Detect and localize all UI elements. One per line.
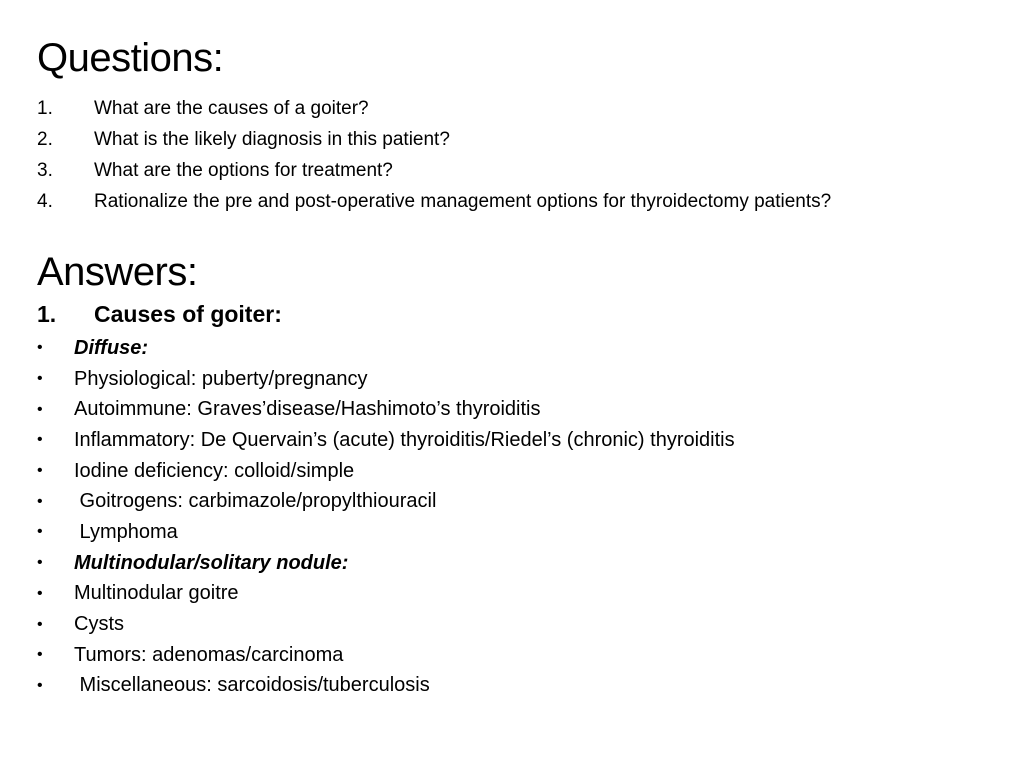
list-item: [37, 425, 997, 456]
question-text: What are the causes of a goiter?: [94, 98, 369, 119]
question-text: Rationalize the pre and post-operative management options for thyroidectomy patients?: [94, 191, 832, 212]
question-text: What is the likely diagnosis in this patient?: [94, 129, 450, 150]
subheading-text: Causes of goiter:: [94, 301, 282, 327]
list-item: [37, 548, 997, 579]
list-item: [37, 364, 997, 395]
answers-subheading: [37, 300, 282, 328]
bullet-icon: •: [37, 676, 43, 694]
list-item-text: Autoimmune: Graves’disease/Hashimoto’s thyroiditis: [74, 398, 541, 421]
list-item: [37, 394, 997, 425]
question-number: 1.: [37, 98, 53, 119]
list-item: [37, 333, 997, 364]
questions-heading: Questions:: [37, 36, 224, 80]
question-number: 4.: [37, 191, 53, 212]
question-number: 3.: [37, 160, 53, 181]
bullet-icon: •: [37, 400, 43, 418]
list-item: [37, 609, 997, 640]
list-item-text: Multinodular goitre: [74, 582, 239, 605]
list-item: [37, 579, 997, 610]
bullet-icon: •: [37, 462, 43, 480]
category-label: Diffuse:: [74, 336, 149, 359]
answers-heading: Answers:: [37, 250, 198, 294]
question-item: [37, 159, 997, 183]
bullet-icon: •: [37, 523, 43, 541]
list-item-text: Iodine deficiency: colloid/simple: [74, 459, 355, 482]
list-item: [37, 671, 997, 702]
causes-list: [37, 333, 997, 701]
list-item-text: Cysts: [74, 613, 124, 636]
list-item: [37, 486, 997, 517]
question-item: [37, 190, 997, 214]
list-item: [37, 640, 997, 671]
question-item: [37, 128, 997, 152]
bullet-icon: •: [37, 431, 43, 449]
list-item-text: Lymphoma: [74, 520, 178, 543]
bullet-icon: •: [37, 339, 43, 357]
list-item-text: Tumors: adenomas/carcinoma: [74, 643, 344, 666]
question-text: What are the options for treatment?: [94, 160, 393, 181]
list-item-text: Physiological: puberty/pregnancy: [74, 367, 368, 390]
list-item: [37, 456, 997, 487]
subheading-number: 1.: [37, 301, 57, 327]
list-item: [37, 517, 997, 548]
category-label: Multinodular/solitary nodule:: [74, 551, 349, 574]
list-item-text: Inflammatory: De Quervain’s (acute) thyroiditis/Riedel’s (chronic) thyroiditis: [74, 428, 735, 451]
bullet-icon: •: [37, 554, 43, 572]
question-number: 2.: [37, 129, 53, 150]
bullet-icon: •: [37, 370, 43, 388]
bullet-icon: •: [37, 492, 43, 510]
bullet-icon: •: [37, 584, 43, 602]
question-item: [37, 97, 997, 121]
list-item-text: Goitrogens: carbimazole/propylthiouracil: [74, 490, 437, 513]
bullet-icon: •: [37, 646, 43, 664]
bullet-icon: •: [37, 615, 43, 633]
list-item-text: Miscellaneous: sarcoidosis/tuberculosis: [74, 674, 430, 697]
questions-list: [37, 97, 997, 221]
